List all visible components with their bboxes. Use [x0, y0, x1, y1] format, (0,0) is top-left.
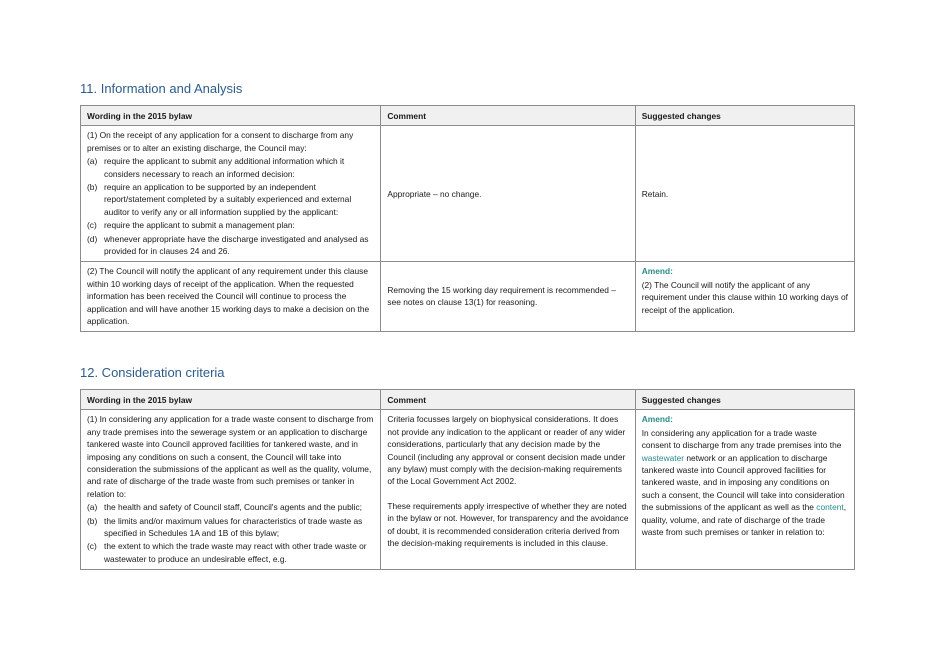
- list-item: [87, 155, 374, 180]
- list-marker: (b): [87, 182, 98, 193]
- inserted-text: wastewater: [641, 452, 685, 463]
- wording-cell: [81, 410, 381, 570]
- list-text: the health and safety of Council staff, Council's agents and the public;: [104, 502, 362, 513]
- list-item: [87, 501, 374, 513]
- comment-cell: [381, 410, 635, 570]
- header-comment: Comment: [381, 106, 635, 126]
- list-item: [87, 515, 374, 540]
- suggested-cell: Retain.: [635, 126, 854, 262]
- suggested-cell: [635, 262, 854, 331]
- list-text: require an application to be supported by an independent report/statement completed by a suitably experienced and external auditor to verify any or all information supplied by the applicant:: [104, 182, 352, 217]
- table-header-row: [81, 106, 855, 126]
- comment-paragraph: Criteria focusses largely on biophysical considerations. It does not provide any indication to the applicant or reader of any wider considerations, particularly that any decision made by the Council (including any approval or consent decision made under any bylaw) must comply with the decision-making requirements of the Local Government Act 2002.: [387, 414, 626, 487]
- list-marker: (a): [87, 156, 98, 167]
- list-text: the limits and/or maximum values for characteristics of trade waste as specified in Schedules 1A and 1B of this bylaw;: [104, 515, 363, 539]
- header-suggested: Suggested changes: [635, 106, 854, 126]
- list-marker: (d): [87, 233, 98, 244]
- list-item: [87, 181, 374, 218]
- wording-cell: [81, 126, 381, 262]
- header-wording: Wording in the 2015 bylaw: [81, 390, 381, 410]
- list-text: whenever appropriate have the discharge investigated and analysed as provided for in clauses 24 and 26.: [104, 233, 369, 257]
- suggested-text-part: network or an application to discharge tankered waste into Council approved facilities for tankered waste, and in imposing any conditions on such a consent, the Council will take into consideration the submissions of the applicant as well as the: [641, 452, 845, 513]
- comment-cell: Appropriate – no change.: [381, 126, 635, 262]
- amend-label: Amend:: [641, 266, 673, 277]
- table-header-row: [81, 390, 855, 410]
- suggested-text: [642, 427, 848, 539]
- table-row: [81, 262, 855, 331]
- list-item: [87, 540, 374, 565]
- wording-list: [87, 155, 374, 257]
- wording-intro: (2) The Council will notify the applicant of any requirement under this clause within 10 working days of receipt of the application. When the requested information has been received the Council will continue to process the application and will have another 15 working days to make a decision on the application.: [87, 266, 370, 327]
- list-marker: (c): [87, 220, 97, 231]
- wording-list: [87, 501, 374, 565]
- comment-cell: Removing the 15 working day requirement is recommended – see notes on clause 13(1) for reasoning.: [381, 262, 635, 331]
- table-row: [81, 410, 855, 570]
- header-wording: Wording in the 2015 bylaw: [81, 106, 381, 126]
- header-suggested: Suggested changes: [635, 390, 854, 410]
- list-item: [87, 233, 374, 258]
- header-comment: Comment: [381, 390, 635, 410]
- table-consideration-criteria: [80, 389, 855, 570]
- list-text: the extent to which the trade waste may react with other trade waste or wastewater to produce an undesirable effect, e.g.: [104, 541, 367, 564]
- table-information-analysis: [80, 105, 855, 332]
- list-text: require the applicant to submit any additional information which it considers necessary to reach an informed decision:: [104, 156, 345, 179]
- wording-intro: (1) In considering any application for a trade waste consent to discharge from any trade premises into the sewerage system or an application to discharge tankered waste into Council approved facilities for tankered waste, and in imposing any conditions on such a consent, the Council will take into consideration the submissions of the applicant as well as the quality, volume, and rate of discharge of the trade waste from such premises or tanker in relation to:: [87, 414, 374, 499]
- amend-label: Amend:: [641, 414, 673, 425]
- list-item: [87, 219, 374, 231]
- wording-intro: (1) On the receipt of any application for a consent to discharge from any premises or to alter an existing discharge, the Council may:: [87, 130, 354, 153]
- section-title-12: 12. Consideration criteria: [80, 365, 225, 380]
- comment-paragraph: These requirements apply irrespective of whether they are noted in the bylaw or not. However, for transparency and the avoidance of doubt, it is recommended consideration criteria derived from the decision-making requirements is included in this clause.: [387, 500, 629, 549]
- list-marker: (b): [87, 515, 98, 526]
- suggested-text: (2) The Council will notify the applicant of any requirement under this clause within 10 working days of receipt of the application.: [641, 279, 848, 315]
- list-marker: (c): [87, 541, 97, 552]
- suggested-text-part: , quality, volume, and rate of discharge of the trade waste from such premises or tanker in relation to:: [641, 502, 847, 538]
- list-text: require the applicant to submit a management plan:: [104, 220, 295, 231]
- table-row: [81, 126, 855, 262]
- list-marker: (a): [87, 502, 98, 513]
- suggested-text-part: In considering any application for a trade waste consent to discharge from any trade premises into the: [641, 427, 842, 451]
- wording-cell: [81, 262, 381, 331]
- section-title-11: 11. Information and Analysis: [80, 81, 243, 96]
- suggested-cell: [635, 410, 854, 570]
- inserted-text: content: [816, 502, 844, 513]
